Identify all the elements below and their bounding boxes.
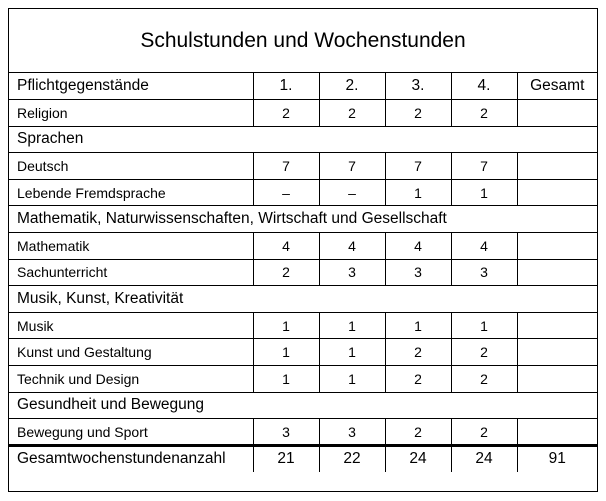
subject-row	[9, 233, 597, 260]
category-label: Gesundheit und Bewegung	[9, 392, 597, 419]
cell-year-3: 2	[385, 339, 451, 366]
cell-total	[517, 312, 597, 339]
header-cell-year-3: 3.	[385, 73, 451, 100]
cell-year-1: 1	[253, 339, 319, 366]
category-row	[9, 286, 597, 313]
category-row	[9, 126, 597, 153]
subject-row	[9, 259, 597, 286]
header-cell-year-4: 4.	[451, 73, 517, 100]
cell-year-2: 1	[319, 312, 385, 339]
header-cell-year-2: 2.	[319, 73, 385, 100]
cell-year-3: 4	[385, 233, 451, 260]
cell-year-3: 1	[385, 312, 451, 339]
cell-total	[517, 179, 597, 206]
cell-subject: Mathematik	[9, 233, 253, 260]
cell-year-4: 1	[451, 179, 517, 206]
total-row	[9, 445, 597, 472]
hours-table	[9, 73, 597, 472]
cell-subject: Bewegung und Sport	[9, 419, 253, 446]
header-cell-year-1: 1.	[253, 73, 319, 100]
subject-row	[9, 339, 597, 366]
cell-total	[517, 233, 597, 260]
total-cell-year-4: 24	[451, 445, 517, 472]
subject-row	[9, 153, 597, 180]
cell-total	[517, 100, 597, 127]
cell-year-2: –	[319, 179, 385, 206]
cell-total	[517, 259, 597, 286]
total-cell-year-1: 21	[253, 445, 319, 472]
subject-row	[9, 179, 597, 206]
subject-row	[9, 312, 597, 339]
cell-year-1: –	[253, 179, 319, 206]
cell-year-1: 3	[253, 419, 319, 446]
category-row	[9, 392, 597, 419]
cell-year-2: 2	[319, 100, 385, 127]
cell-subject: Deutsch	[9, 153, 253, 180]
cell-year-3: 3	[385, 259, 451, 286]
cell-year-2: 3	[319, 419, 385, 446]
cell-year-4: 2	[451, 100, 517, 127]
cell-year-1: 7	[253, 153, 319, 180]
schedule-document	[8, 8, 598, 492]
cell-year-3: 2	[385, 366, 451, 393]
cell-total	[517, 153, 597, 180]
category-label: Mathematik, Naturwissenschaften, Wirtschaft und Gesellschaft	[9, 206, 597, 233]
cell-year-1: 2	[253, 259, 319, 286]
cell-subject: Religion	[9, 100, 253, 127]
cell-year-2: 1	[319, 339, 385, 366]
cell-year-3: 2	[385, 419, 451, 446]
category-label: Musik, Kunst, Kreativität	[9, 286, 597, 313]
cell-total	[517, 419, 597, 446]
category-label: Sprachen	[9, 126, 597, 153]
cell-year-4: 2	[451, 366, 517, 393]
cell-subject: Technik und Design	[9, 366, 253, 393]
subject-row	[9, 419, 597, 446]
table-header-row	[9, 73, 597, 100]
document-title: Schulstunden und Wochenstunden	[9, 9, 597, 73]
cell-year-4: 3	[451, 259, 517, 286]
cell-year-2: 1	[319, 366, 385, 393]
total-cell-year-3: 24	[385, 445, 451, 472]
total-cell-total: 91	[517, 445, 597, 472]
cell-year-4: 4	[451, 233, 517, 260]
subject-row	[9, 366, 597, 393]
subject-row	[9, 100, 597, 127]
cell-year-3: 1	[385, 179, 451, 206]
category-row	[9, 206, 597, 233]
cell-year-4: 2	[451, 339, 517, 366]
cell-year-2: 7	[319, 153, 385, 180]
cell-year-1: 1	[253, 366, 319, 393]
total-cell-subject: Gesamtwochenstundenanzahl	[9, 445, 253, 472]
cell-year-4: 2	[451, 419, 517, 446]
header-cell-total: Gesamt	[517, 73, 597, 100]
cell-year-2: 4	[319, 233, 385, 260]
header-cell-subject: Pflichtgegenstände	[9, 73, 253, 100]
cell-subject: Sachunterricht	[9, 259, 253, 286]
cell-total	[517, 366, 597, 393]
cell-subject: Lebende Fremdsprache	[9, 179, 253, 206]
cell-year-4: 1	[451, 312, 517, 339]
cell-year-3: 7	[385, 153, 451, 180]
cell-year-1: 2	[253, 100, 319, 127]
cell-year-1: 4	[253, 233, 319, 260]
cell-year-3: 2	[385, 100, 451, 127]
cell-year-4: 7	[451, 153, 517, 180]
hours-table-body	[9, 73, 597, 472]
cell-subject: Musik	[9, 312, 253, 339]
total-cell-year-2: 22	[319, 445, 385, 472]
cell-total	[517, 339, 597, 366]
cell-subject: Kunst und Gestaltung	[9, 339, 253, 366]
cell-year-1: 1	[253, 312, 319, 339]
cell-year-2: 3	[319, 259, 385, 286]
